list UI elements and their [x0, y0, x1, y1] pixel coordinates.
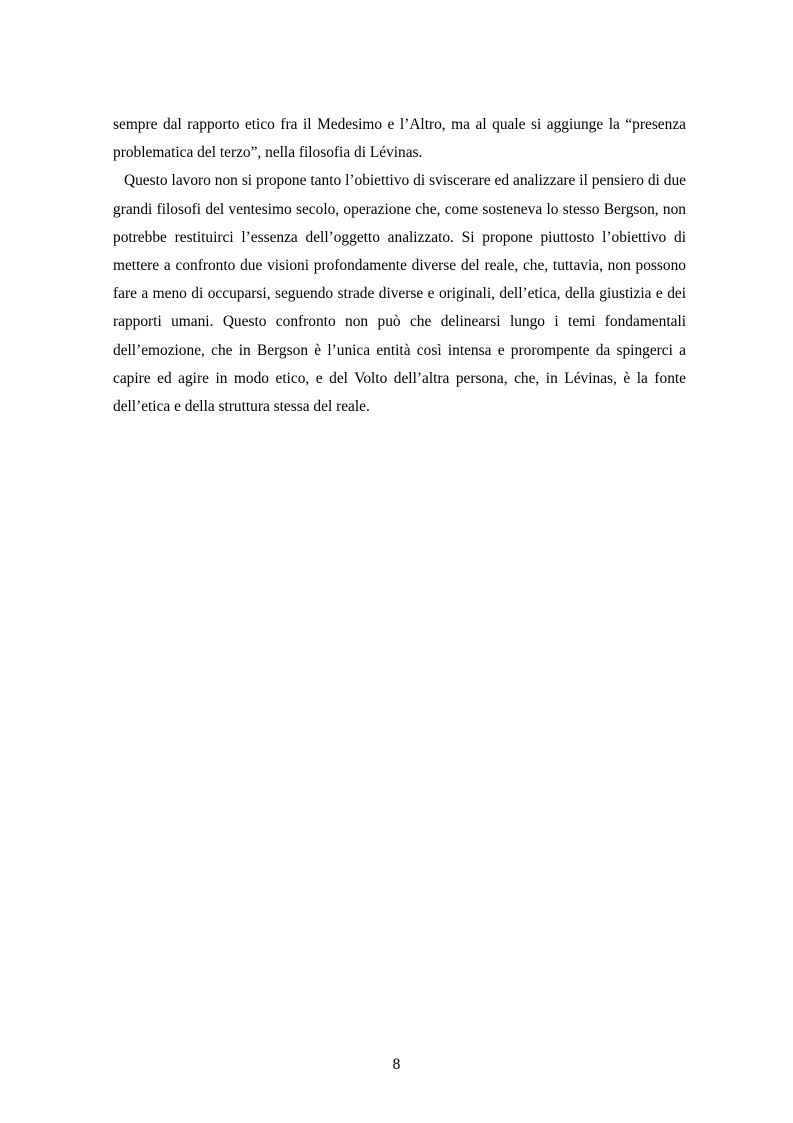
body-text — [113, 111, 686, 421]
page-number: 8 — [392, 1056, 401, 1073]
paragraph-main: Questo lavoro non si propone tanto l’obiettivo di sviscerare ed analizzare il pensiero di due grandi filosofi del ventesimo secolo, operazione che, come sosteneva lo stesso Bergson, non potrebbe restituirci l’essenza dell’oggetto analizzato. Si propone piuttosto l’obiettivo di mettere a confronto due visioni profondamente diverse del reale, che, tuttavia, non possono fare a meno di occuparsi, seguendo strade diverse e originali, dell’etica, della giustizia e dei rapporti umani. Questo confronto non può che delinearsi lungo i temi fondamentali dell’emozione, che in Bergson è l’unica entità così intensa e prorompente da spingerci a capire ed agire in modo etico, e del Volto dell’altra persona, che, in Lévinas, è la fonte dell’etica e della struttura stessa del reale. — [113, 172, 686, 416]
paragraph-continuation: sempre dal rapporto etico fra il Medesimo e l’Altro, ma al quale si aggiunge la “presenza problematica del terzo”, nella filosofia di Lévinas. — [113, 116, 686, 162]
